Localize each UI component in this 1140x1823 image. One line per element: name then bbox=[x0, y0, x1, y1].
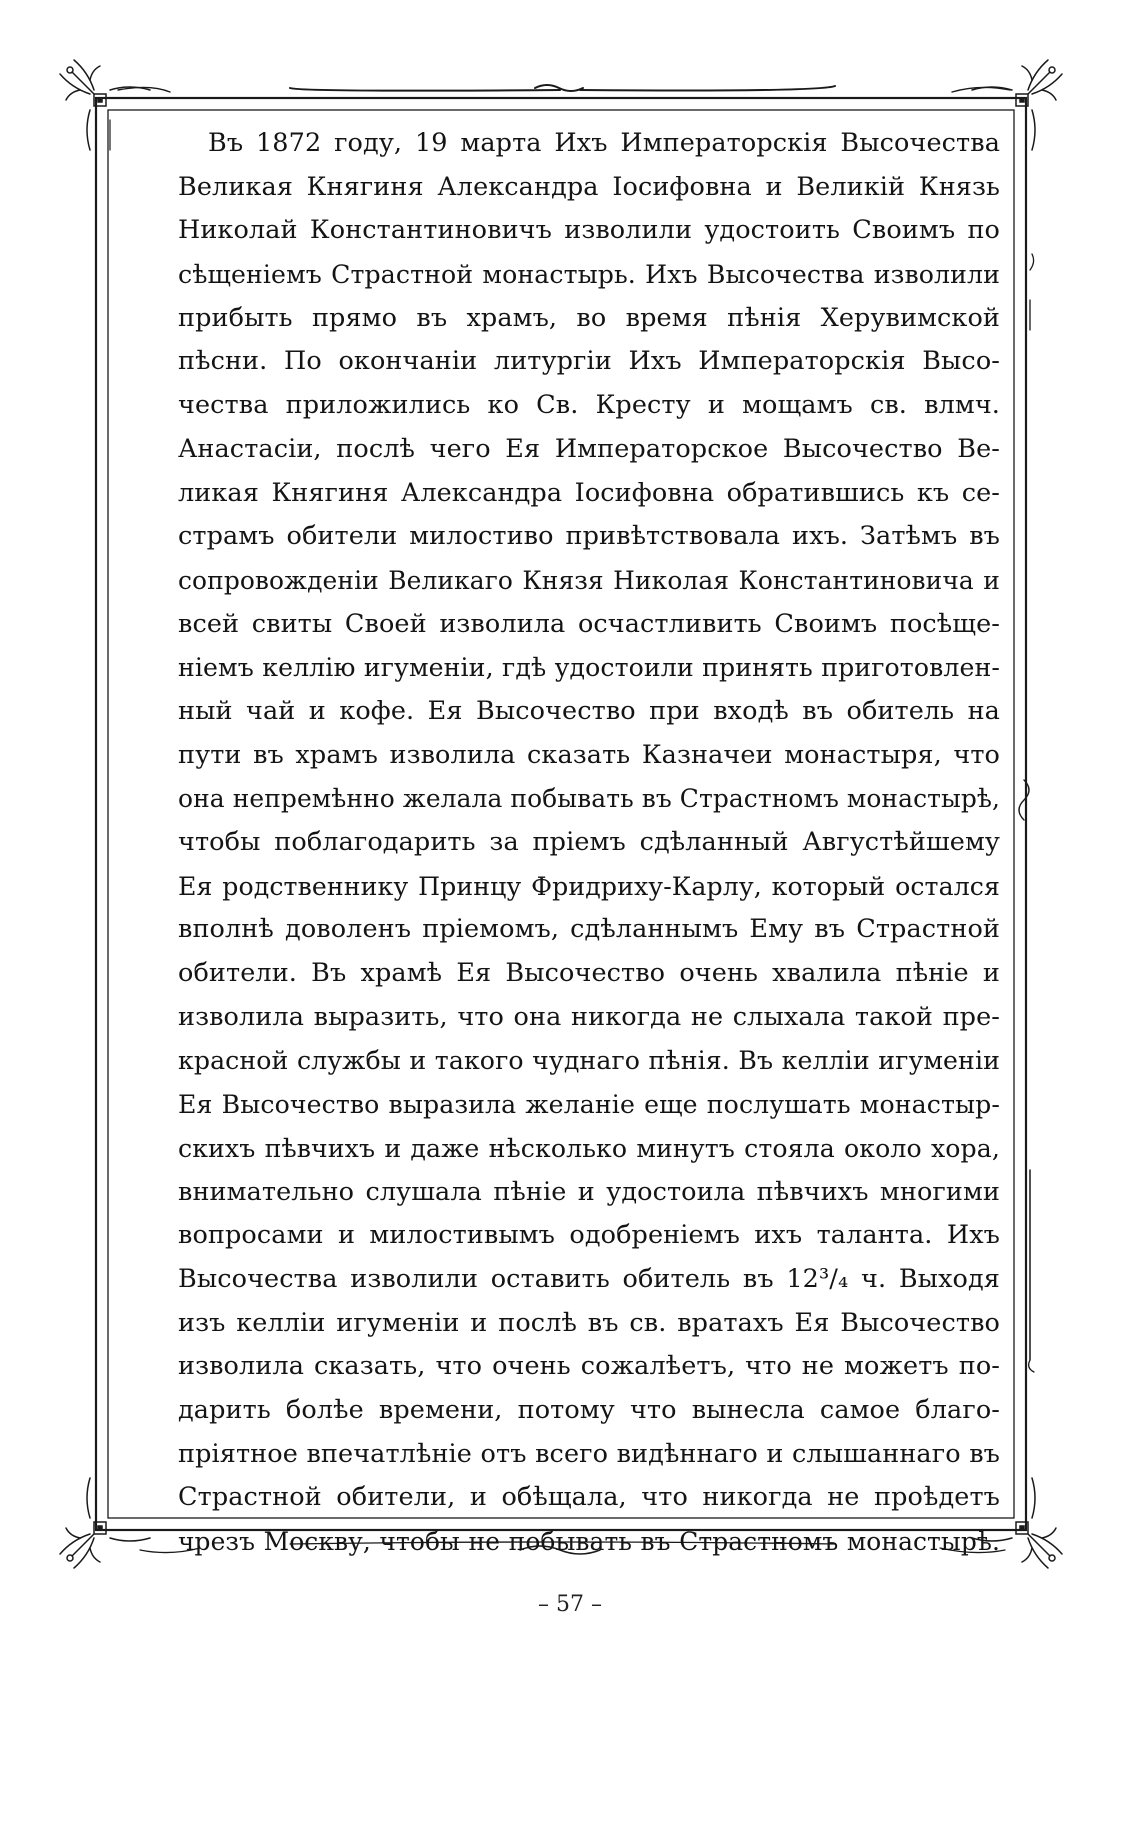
text-line: чрезъ Москву, чтобы не побывать въ Страстномъ монастырѣ. bbox=[178, 1527, 1000, 1556]
corner-ornament-bottom-left bbox=[60, 1478, 150, 1568]
text-line: чтобы поблагодарить за пріемъ сдѣланный Августѣйшему bbox=[178, 827, 1000, 857]
body-text bbox=[178, 122, 1000, 1564]
text-line: внимательно слушала пѣніе и удостоила пѣвчихъ многими bbox=[178, 1176, 1000, 1207]
text-line: она непремѣнно желала побывать въ Страстномъ монастырѣ, bbox=[178, 784, 1001, 814]
text-line: сѣщеніемъ Страстной монастырь. Ихъ Высочества изволили bbox=[178, 260, 1000, 290]
text-line: вопросами и милостивымъ одобреніемъ ихъ таланта. Ихъ bbox=[178, 1220, 1000, 1251]
text-line: пріятное впечатлѣніе отъ всего видѣннаго и слышаннаго въ bbox=[178, 1438, 1000, 1469]
text-line: обители. Въ храмѣ Ея Высочество очень хвалила пѣніе и bbox=[178, 958, 1000, 989]
text-line: красной службы и такого чуднаго пѣнія. Въ келліи игуменіи bbox=[178, 1046, 1000, 1076]
text-line: Ея родственнику Принцу Фридриху-Карлу, который остался bbox=[178, 871, 1000, 901]
text-line: изволила сказать, что очень сожалѣетъ, что не можетъ по- bbox=[178, 1351, 1000, 1382]
text-line: Николай Константиновичъ изволили удостоить Своимъ по bbox=[178, 215, 1000, 246]
text-line: Въ 1872 году, 19 марта Ихъ Императорскія Высочества bbox=[208, 128, 1000, 158]
text-line: Ея Высочество выразила желаніе еще послушать монастыр- bbox=[178, 1090, 1000, 1120]
text-line: изъ келліи игуменіи и послѣ въ св. вратахъ Ея Высочество bbox=[178, 1307, 1000, 1338]
text-line: скихъ пѣвчихъ и даже нѣсколько минутъ стояла около хора, bbox=[178, 1133, 1000, 1163]
text-line: вполнѣ доволенъ пріемомъ, сдѣланнымъ Ему въ Страстной bbox=[178, 914, 1000, 945]
text-line: Великая Княгиня Александра Іосифовна и Великій Князь bbox=[178, 171, 1000, 202]
page-number: – 57 – bbox=[538, 1592, 602, 1617]
text-line: пути въ храмъ изволила сказать Казначеи монастыря, что bbox=[178, 739, 1000, 770]
text-line: прибыть прямо въ храмъ, во время пѣнія Херувимской bbox=[178, 302, 1000, 333]
text-line: ликая Княгиня Александра Іосифовна обратившись къ се- bbox=[178, 477, 1000, 508]
text-line: сопровожденіи Великаго Князя Николая Константиновича и bbox=[178, 565, 1000, 595]
corner-ornament-top-left bbox=[60, 60, 150, 150]
text-line: Страстной обители, и обѣщала, что никогда не проѣдетъ bbox=[178, 1482, 1000, 1513]
text-line: страмъ обители милостиво привѣтствовала ихъ. Затѣмъ въ bbox=[178, 521, 1000, 552]
text-line: ніемъ келлію игуменіи, гдѣ удостоили принять приготовлен- bbox=[178, 653, 1000, 683]
text-line: пѣсни. По окончаніи литургіи Ихъ Императорскія Высо- bbox=[178, 346, 1000, 377]
text-line: Анастасіи, послѣ чего Ея Императорское Высочество Ве- bbox=[178, 433, 1000, 464]
text-line: Высочества изволили оставить обитель въ 12³/₄ ч. Выходя bbox=[178, 1263, 1000, 1294]
text-line: ный чай и кофе. Ея Высочество при входѣ въ обитель на bbox=[178, 695, 1000, 726]
text-line: изволила выразить, что она никогда не слыхала такой пре- bbox=[178, 1001, 1000, 1032]
text-line: всей свиты Своей изволила осчастливить Своимъ посѣще- bbox=[178, 608, 1000, 639]
text-line: чества приложились ко Св. Кресту и мощамъ св. влмч. bbox=[178, 390, 1000, 421]
text-line: дарить болѣе времени, потому что вынесла самое благо- bbox=[178, 1394, 1000, 1425]
